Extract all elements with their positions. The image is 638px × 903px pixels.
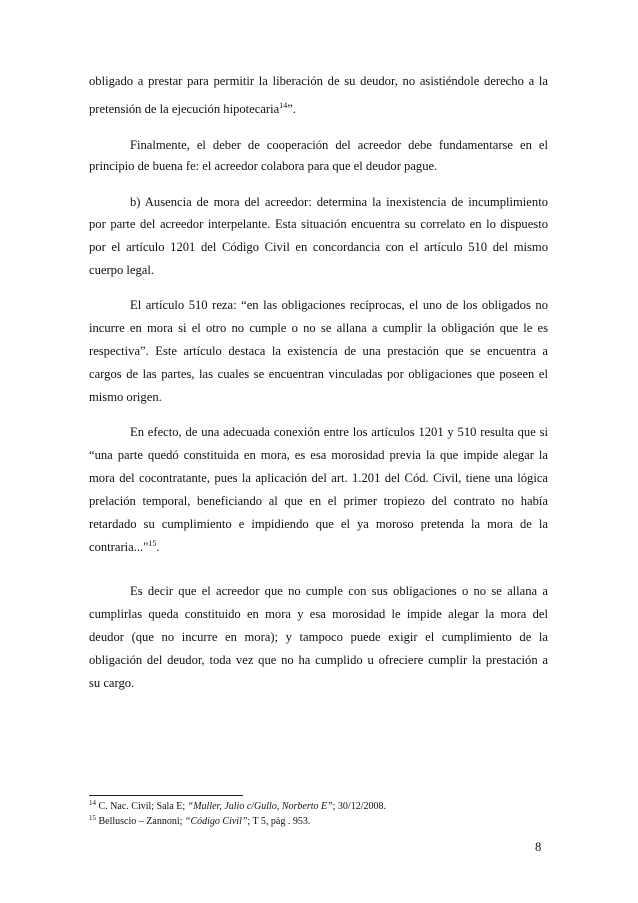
paragraph-1-text: pretensión de la ejecución hipotecaria: [89, 102, 280, 116]
paragraph-4-line-4: cargos de las partes, las cuales se encuentran vinculadas por obligaciones que poseen el: [89, 367, 548, 381]
footnote-14-post: ; 30/12/2008.: [332, 801, 386, 812]
paragraph-6-line-4: obligación del deudor, toda vez que no ha cumplido u ofreciere cumplir la prestación a: [89, 653, 548, 667]
paragraph-5-line-2: “una parte quedó constituida en mora, es esa morosidad previa la que impide alegar la: [89, 448, 548, 462]
paragraph-3-line-2: por parte del acreedor interpelante. Esta situación encuentra su correlato en lo dispuesto: [89, 217, 548, 231]
paragraph-3-line-3: por el artículo 1201 del Código Civil en concordancia con el artículo 510 del mismo: [89, 240, 548, 254]
footnote-15-post: ; T 5, pág . 953.: [247, 816, 311, 827]
footnote-15-number: 15: [89, 814, 96, 822]
footnote-ref-15: 15: [148, 539, 157, 548]
footnote-15-title: “Código Civil”: [184, 816, 248, 827]
paragraph-1-line-1: obligado a prestar para permitir la liberación de su deudor, no asistiéndole derecho a la: [89, 74, 548, 88]
footnote-14-pre: C. Nac. Civil; Sala E;: [96, 801, 188, 812]
paragraph-6-line-3: deudor (que no incurre en mora); y tampoco puede exigir el cumplimiento de la: [89, 630, 548, 644]
paragraph-4-line-3: respectiva”. Este artículo destaca la existencia de una prestación que se encuentra a: [89, 344, 548, 358]
paragraph-6-line-2: cumplirlas queda constituido en mora y esa morosidad le impide alegar la mora del: [89, 607, 548, 621]
footnote-14-number: 14: [89, 799, 96, 807]
paragraph-6-line-1: Es decir que el acreedor que no cumple con sus obligaciones o no se allana a: [130, 584, 548, 598]
paragraph-5-line-3: mora del cocontratante, pues la aplicación del art. 1.201 del Cód. Civil, tiene una lógica: [89, 471, 548, 485]
footnote-separator: [89, 795, 243, 796]
paragraph-4-line-2: incurre en mora si el otro no cumple o no se allana a cumplir la obligación que le es: [89, 321, 548, 335]
page-number: 8: [535, 840, 542, 854]
paragraph-5-line-5: retardado su cumplimiento e impidiendo que el ya moroso pretenda la mora de la: [89, 517, 548, 531]
paragraph-5-line-6: [89, 539, 160, 555]
paragraph-3-line-1: b) Ausencia de mora del acreedor: determina la inexistencia de incumplimiento: [130, 195, 548, 209]
footnote-15: [89, 815, 548, 829]
footnote-15-pre: Belluscio – Zannoni;: [96, 816, 185, 827]
paragraph-4-line-5: mismo origen.: [89, 390, 162, 404]
footnote-ref-14: 14: [279, 101, 288, 110]
paragraph-1-line-2: [89, 101, 296, 117]
paragraph-3-line-4: cuerpo legal.: [89, 263, 155, 277]
footnote-14: [89, 800, 548, 814]
paragraph-6-line-5: su cargo.: [89, 676, 135, 690]
paragraph-1-end: ”.: [287, 102, 296, 116]
paragraph-5-line-4: prelación temporal, beneficiando al que en el primer tropiezo del contrato no había: [89, 494, 548, 508]
paragraph-2-line-1: Finalmente, el deber de cooperación del acreedor debe fundamentarse en el: [130, 138, 548, 152]
paragraph-2-line-2: principio de buena fe: el acreedor colabora para que el deudor pague.: [89, 159, 438, 173]
paragraph-5-line-1: En efecto, de una adecuada conexión entre los artículos 1201 y 510 resulta que si: [130, 425, 548, 439]
paragraph-4-line-1: El artículo 510 reza: “en las obligaciones recíprocas, el uno de los obligados no: [130, 298, 548, 312]
footnote-14-case: “Muller, Julio c/Gullo, Norberto E”: [187, 801, 333, 812]
paragraph-5-text: contraria...": [89, 540, 149, 554]
paragraph-5-end: .: [156, 540, 160, 554]
